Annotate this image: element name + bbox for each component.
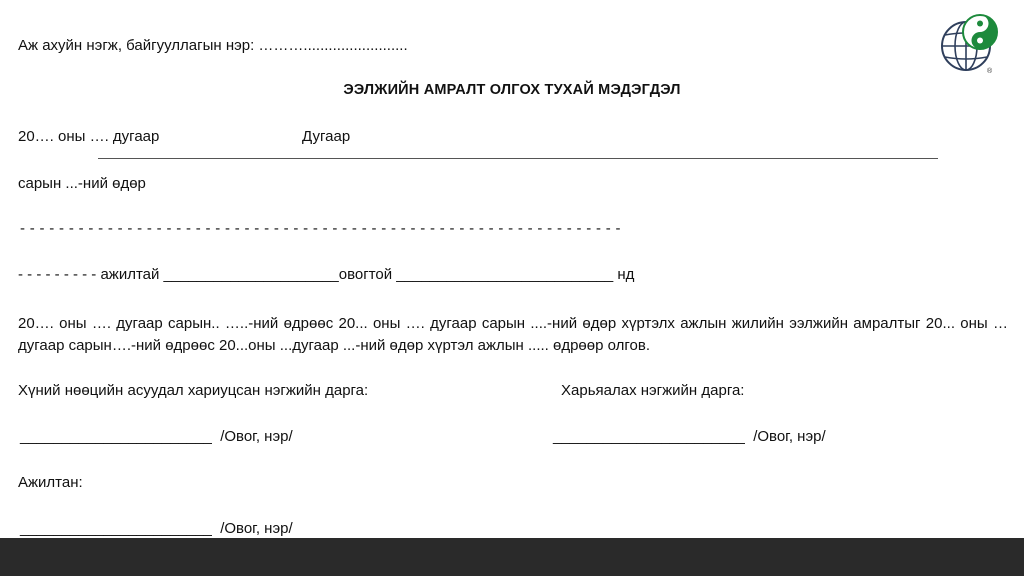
leave-grant-paragraph: 20…. оны …. дугаар сарын.. …..-ний өдрөөс 20... оны …. дугаар сарын ....-ний өдөр хүртэлх ажлын жилийн ээлжийн амралтыг 20... оны … дугаар сарын….-ний өдрөөс 20...оны ...дугаар ...-ний өдөр хүртэл ажлын ..... өдрөөр олгов. (18, 315, 1008, 354)
department-head-signature-line: _______________________ /Овог, нэр/ (553, 428, 826, 445)
date-line-day: сарын ...-ний өдөр (18, 175, 146, 192)
document-title: ЭЭЛЖИЙН АМРАЛТ ОЛГОХ ТУХАЙ МЭДЭГДЭЛ (343, 82, 681, 98)
employee-label: Ажилтан: (18, 474, 83, 491)
employee-signature-line: _______________________ /Овог, нэр/ (20, 520, 293, 537)
footer-bar (0, 538, 1024, 576)
hr-head-label: Хүний нөөцийн асуудал хариуцсан нэгжийн дарга: (18, 382, 369, 399)
date-line-year-month: 20…. оны …. дугаар (18, 128, 160, 145)
number-label: Дугаар (302, 128, 351, 145)
hr-head-signature-line: _______________________ /Овог, нэр/ (20, 428, 293, 445)
globe-yin-yang-logo-icon (936, 10, 1002, 76)
dash-placeholder-line: - - - - - - - - - - - - - - - - - - - - - - - - - - - - - - - - - - - - - - - - - - - - - - - - - - - - - - - - - - - - - - (20, 220, 621, 237)
registered-mark: ® (987, 68, 993, 75)
department-head-label: Харьяалах нэгжийн дарга: (561, 382, 745, 399)
organization-name-line: Аж ахуйн нэгж, байгууллагын нэр: ………......................... (18, 37, 408, 54)
horizontal-rule (98, 158, 938, 159)
employee-name-line: - - - - - - - - - ажилтай _____________________овогтой __________________________ нд (18, 266, 635, 283)
